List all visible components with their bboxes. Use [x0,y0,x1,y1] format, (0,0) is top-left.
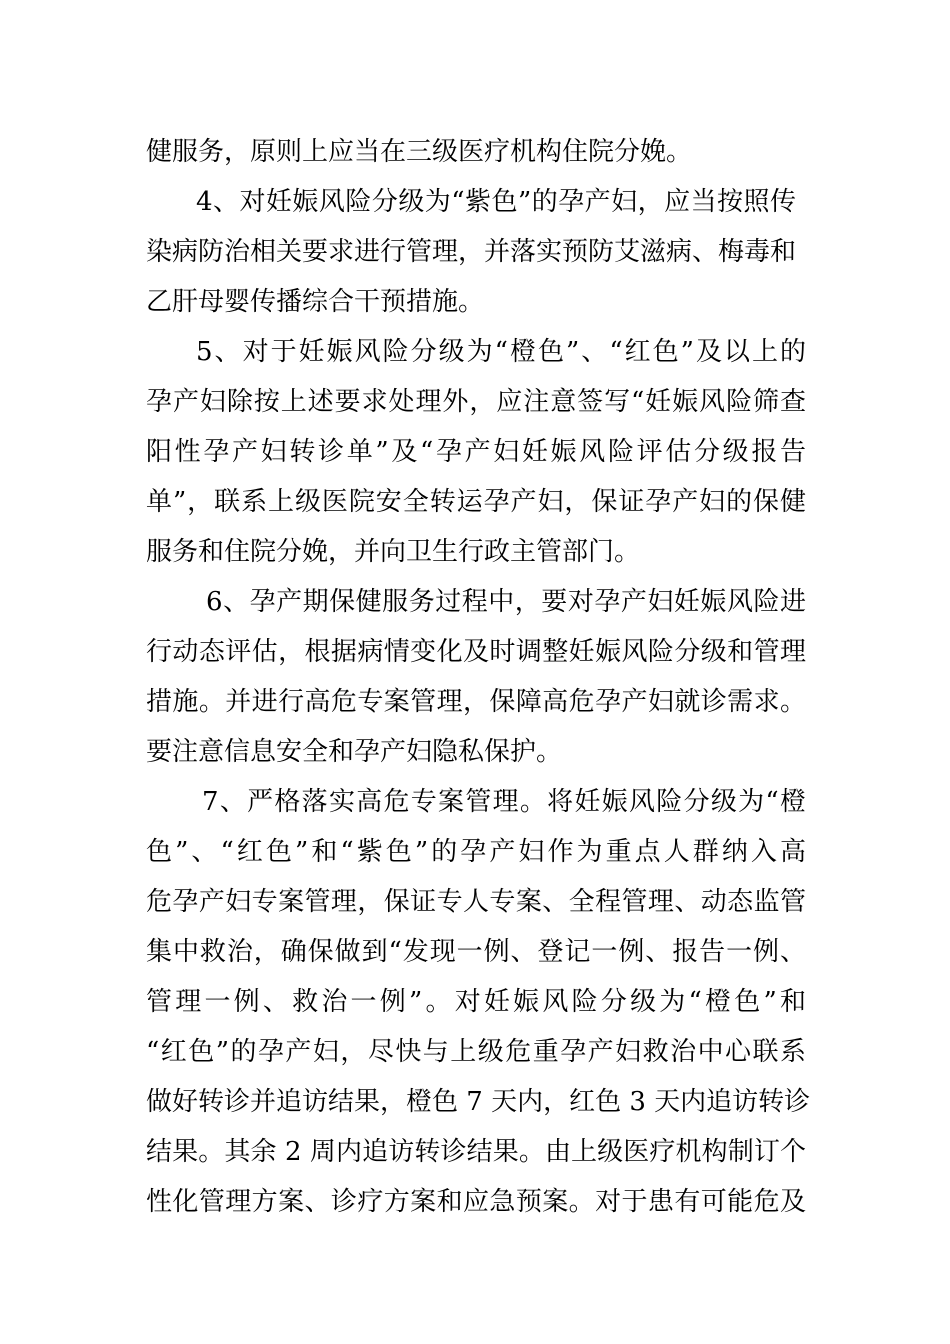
text-line: 结果。其余 2 周内追访转诊结果。由上级医疗机构制订个 [146,1137,806,1167]
text-line: 单”，联系上级医院安全转运孕产妇，保证孕产妇的保健 [146,487,806,517]
text-line: “红色”的孕产妇，尽快与上级危重孕产妇救治中心联系 [146,1037,806,1067]
paragraph-6-line: 6、孕产期保健服务过程中，要对孕产妇妊娠风险进 [206,587,806,617]
paragraph-5-line: 5、对于妊娠风险分级为“橙色”、“红色”及以上的 [196,337,806,367]
text-line: 阳性孕产妇转诊单”及“孕产妇妊娠风险评估分级报告 [146,437,806,467]
paragraph-7-line: 7、严格落实高危专案管理。将妊娠风险分级为“橙 [202,787,806,817]
text-line: 健服务，原则上应当在三级医疗机构住院分娩。 [146,137,693,167]
text-line: 危孕产妇专案管理，保证专人专案、全程管理、动态监管 [146,887,806,917]
text-line: 孕产妇除按上述要求处理外，应注意签写“妊娠风险筛查 [146,387,806,417]
text-line: 做好转诊并追访结果，橙色 7 天内，红色 3 天内追访转诊 [146,1087,811,1117]
text-line: 色”、“红色”和“紫色”的孕产妇作为重点人群纳入高 [146,837,806,867]
text-line: 服务和住院分娩，并向卫生行政主管部门。 [146,537,641,567]
text-line: 乙肝母婴传播综合干预措施。 [146,287,485,317]
text-line: 要注意信息安全和孕产妇隐私保护。 [146,737,563,767]
text-line: 管理一例、救治一例”。对妊娠风险分级为“橙色”和 [146,987,806,1017]
text-line: 集中救治，确保做到“发现一例、登记一例、报告一例、 [146,937,806,967]
paragraph-4-line: 4、对妊娠风险分级为“紫色”的孕产妇，应当按照传 [196,187,796,217]
text-line: 措施。并进行高危专案管理，保障高危孕产妇就诊需求。 [146,687,806,717]
text-line: 行动态评估，根据病情变化及时调整妊娠风险分级和管理 [146,637,806,667]
text-line: 染病防治相关要求进行管理，并落实预防艾滋病、梅毒和 [146,237,797,267]
text-line: 性化管理方案、诊疗方案和应急预案。对于患有可能危及 [146,1187,806,1217]
